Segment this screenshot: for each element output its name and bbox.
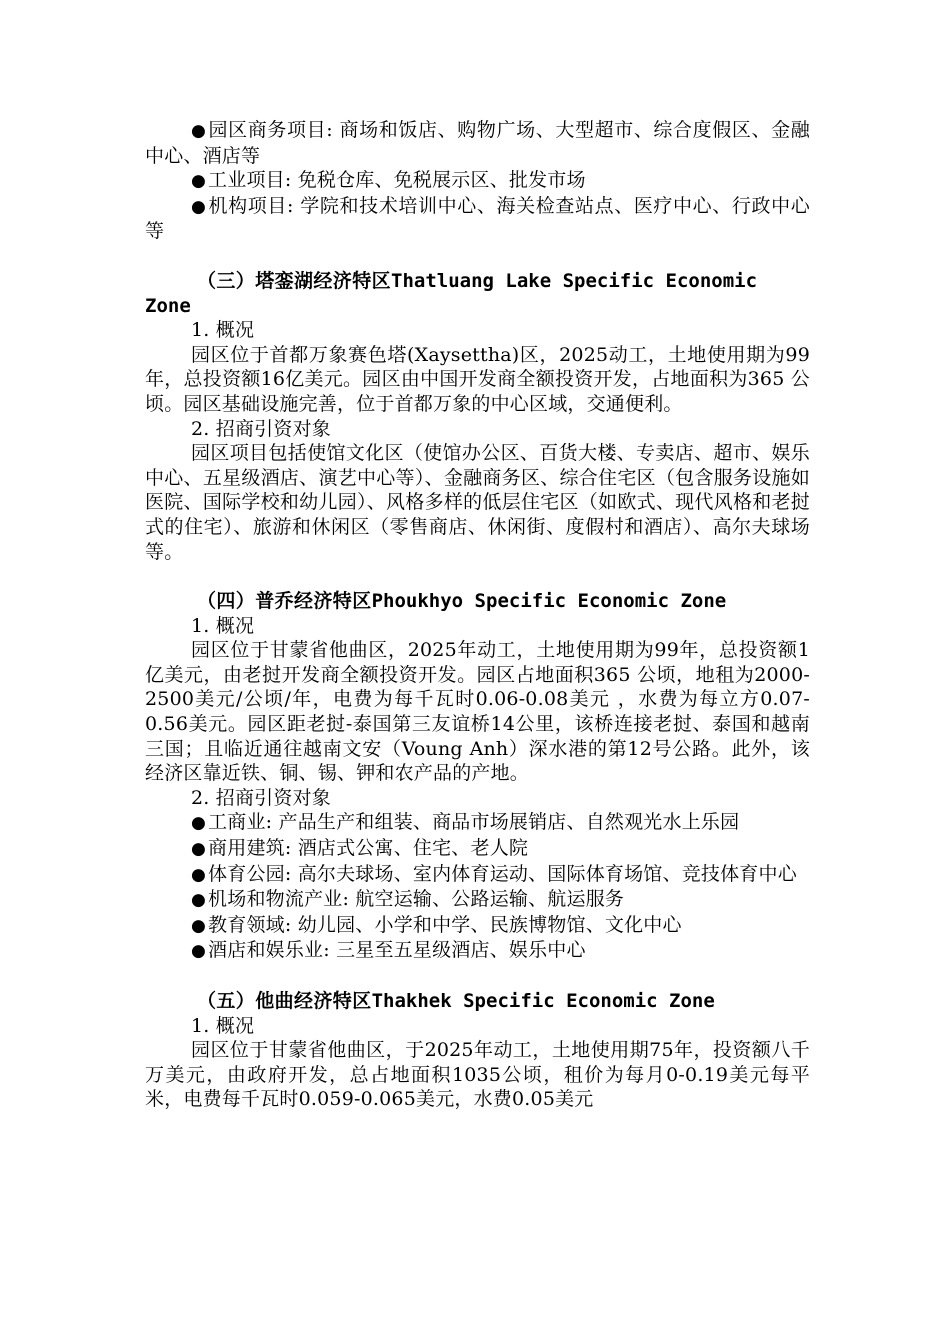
- subsection-title: 1. 概况: [191, 319, 255, 342]
- bullet-icon: ●: [191, 864, 207, 885]
- list-item: ● 酒店和娱乐业: 三星至五星级酒店、娱乐中心: [191, 939, 586, 962]
- list-item: ● 工商业: 产品生产和组装、商品市场展销店、自然观光水上乐园: [191, 811, 740, 834]
- bullet-icon: ●: [191, 121, 207, 141]
- bullet-icon: ●: [191, 196, 207, 217]
- subsection-title: 2. 招商引资对象: [191, 786, 331, 809]
- paragraph: 园区项目包括使馆文化区（使馆办公区、百货大楼、专卖店、超市、娱乐中心、五星级酒店、演艺中心等）、金融商务区、综合住宅区（包含服务设施如医院、国际学校和幼儿园）、风格多样的低层住宅区（如欧式、现代风格和老挝式的住宅）、旅游和休闲区（零售商店、休闲街、度假村和酒店）、高尔夫球场等。: [145, 442, 810, 563]
- list-item: ● 机场和物流产业: 航空运输、公路运输、航运服务: [191, 888, 625, 911]
- list-item: ● 教育领域: 幼儿园、小学和中学、民族博物馆、文化中心: [191, 913, 682, 936]
- bullet-icon: ●: [191, 915, 207, 936]
- list-item: ● 园区商务项目: 商场和饭店、购物广场、大型超市、综合度假区、金融中心、酒店等: [145, 119, 810, 167]
- list-item: ● 体育公园: 高尔夫球场、室内体育运动、国际体育场馆、竞技体育中心: [191, 862, 797, 885]
- paragraph: 园区位于首都万象赛色塔(Xaysettha)区，2025动工，土地使用期为99年，总投资额16亿美元。园区由中国开发商全额投资开发，占地面积为365 公顷。园区基础设施完善，位于首都万象的中心区域，交通便利。: [145, 343, 810, 415]
- bullet-icon: ●: [191, 941, 207, 962]
- section-heading-three: （三）塔銮湖经济特区Thatluang Lake Specific Economic Zone: [145, 269, 758, 317]
- list-item: ● 机构项目: 学院和技术培训中心、海关检查站点、医疗中心、行政中心等: [145, 194, 810, 243]
- bullet-icon: ●: [191, 171, 207, 192]
- section-heading-four: （四）普乔经济特区Phoukhyo Specific Economic Zone: [197, 590, 727, 613]
- document-page: [145, 118, 810, 1112]
- bullet-icon: ●: [191, 890, 207, 911]
- section-heading-five: （五）他曲经济特区Thakhek Specific Economic Zone: [197, 990, 715, 1012]
- bullet-icon: ●: [191, 839, 207, 860]
- subsection-title: 2. 招商引资对象: [191, 417, 331, 440]
- subsection-title: 1. 概况: [191, 614, 255, 637]
- list-item: ● 工业项目: 免税仓库、免税展示区、批发市场: [191, 169, 586, 192]
- paragraph: 园区位于甘蒙省他曲区，于2025年动工，土地使用期75年，投资额八千万美元，由政府开发，总占地面积1035公顷，租价为每月0-0.19美元每平米，电费每千瓦时0.059-0.065美元，水费0.05美元: [145, 1039, 810, 1111]
- bullet-icon: ●: [191, 813, 207, 834]
- subsection-title: 1. 概况: [191, 1014, 255, 1037]
- list-item: ● 商用建筑: 酒店式公寓、住宅、老人院: [191, 837, 529, 860]
- paragraph: 园区位于甘蒙省他曲区，2025年动工，土地使用期为99年，总投资额1亿美元，由老挝开发商全额投资开发。园区占地面积365 公顷，地租为2000-2500美元/公顷/年，电费为每千瓦时0.06-0.08美元 ，水费为每立方0.07-0.56美元。园区距老挝-泰国第三友谊桥14公里，该桥连接老挝、泰国和越南三国；且临近通往越南文安（Voung Anh）深水港的第12号公路。此外，该经济区靠近铁、铜、锡、钾和农产品的产地。: [145, 639, 810, 785]
